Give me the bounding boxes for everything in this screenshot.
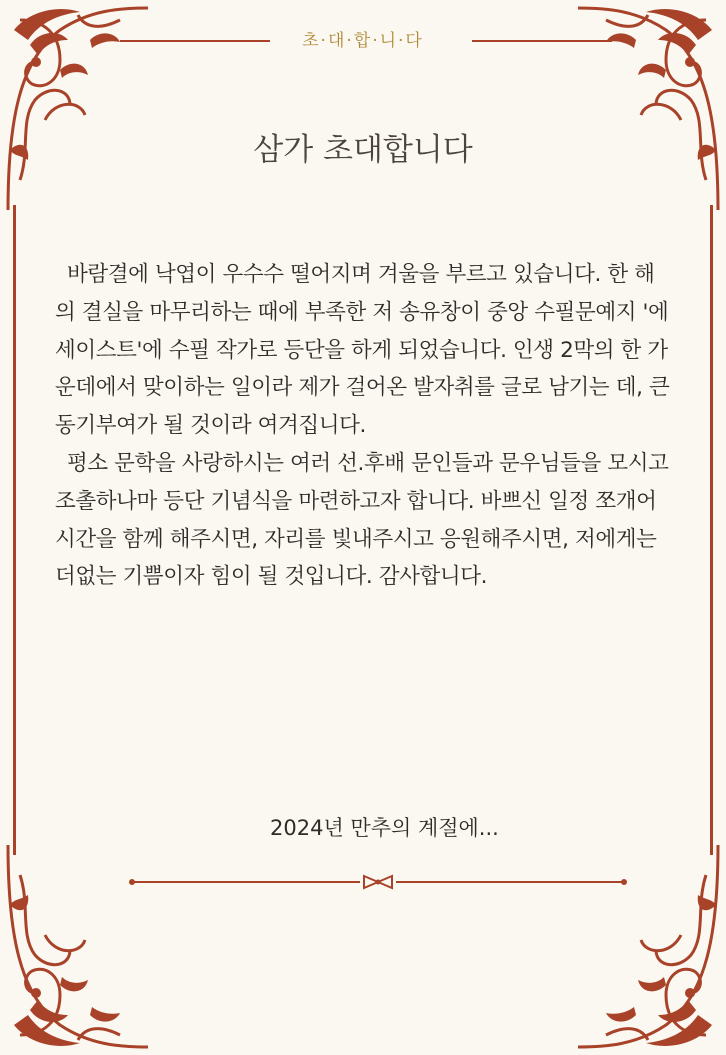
ornament-corner-bottom-left [0,835,150,1055]
header-label: 초·대·합·니·다 [302,31,424,51]
invitation-body [55,256,673,596]
body-paragraph-1: 바람결에 낙엽이 우수수 떨어지며 겨울을 부르고 있습니다. 한 해의 결실을 마무리하는 때에 부족한 저 송유창이 중앙 수필문예지 '에세이스트'에 수필 작가로 등단을 하게 되었습니다. 인생 2막의 한 가운데에서 맞이하는 일이라 제가 걸어온 발자취를 글로 남기는 데, 큰 동기부여가 될 것이라 여겨집니다. [55,262,670,439]
frame-right-line [710,205,713,855]
frame-left-line [13,205,16,855]
page-title: 삼가 초대합니다 [253,132,473,168]
ornament-divider [128,872,628,892]
ornament-corner-bottom-right [576,835,726,1055]
body-paragraph-2: 평소 문학을 사랑하시는 여러 선.후배 문인들과 문우님들을 모시고 조촐하나마 등단 기념식을 마련하고자 합니다. 바쁘신 일정 쪼개어 시간을 함께 해주시면, 자리를 빛내주시고 응원해주시면, 저에게는 더없는 기쁨이자 힘이 될 것입니다. 감사합니다. [55,450,669,590]
closing-line: 2024년 만추의 계절에... [270,816,499,840]
